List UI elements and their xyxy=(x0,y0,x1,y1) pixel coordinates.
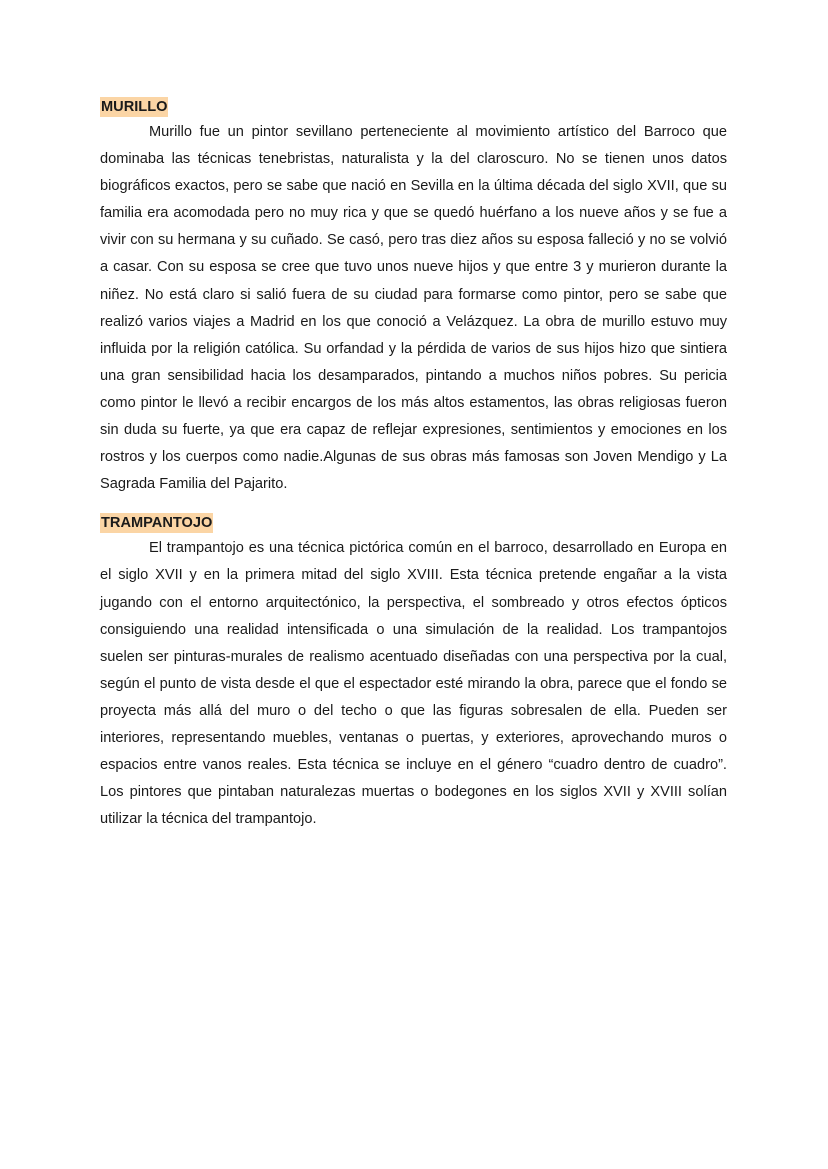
document-page xyxy=(100,97,727,833)
section-heading: TRAMPANTOJO xyxy=(101,515,213,532)
section-trampantojo xyxy=(100,513,727,833)
section-murillo xyxy=(100,97,727,498)
section-heading: MURILLO xyxy=(101,99,168,115)
section-paragraph: Murillo fue un pintor sevillano perteneciente al movimiento artístico del Barroco que dominaba las técnicas tenebristas, naturalista y la del claroscuro. No se tienen unos datos biográficos exactos, pero se sabe que nació en Sevilla en la última década del siglo XVII, que su familia era acomodada pero no muy rica y que se quedó huérfano a los nueve años y se fue a vivir con su hermana y su cuñado. Se casó, pero tras diez años su esposa falleció y no se volvió a casar. Con su esposa se cree que tuvo unos nueve hijos y que entre 3 y murieron durante la niñez. No está claro si salió fuera de su ciudad para formarse como pintor, pero se sabe que realizó varios viajes a Madrid en los que conoció a Velázquez. La obra de murillo estuvo muy influida por la religión católica. Su orfandad y la pérdida de varios de sus hijos hizo que sintiera una gran sensibilidad hacia los desamparados, pintando a muchos niños pobres. Su pericia como pintor le llevó a recibir encargos de los más altos estamentos, las obras religiosas fueron sin duda su fuerte, ya que era capaz de reflejar expresiones, sentimientos y emociones en los rostros y los cuerpos como nadie.Algunas de sus obras más famosas son Joven Mendigo y La Sagrada Familia del Pajarito. xyxy=(100,124,727,493)
section-paragraph: El trampantojo es una técnica pictórica común en el barroco, desarrollado en Europa en el siglo XVII y en la primera mitad del siglo XVIII. Esta técnica pretende engañar a la vista jugando con el entorno arquitectónico, la perspectiva, el sombreado y otros efectos ópticos consiguiendo una realidad intensificada o una simulación de la realidad. Los trampantojos suelen ser pinturas-murales de realismo acentuado diseñadas con una perspectiva por la cual, según el punto de vista desde el que el espectador esté mirando la obra, parece que el fondo se proyecta más allá del muro o del techo o que las figuras sobresalen de ella. Pueden ser interiores, representando muebles, ventanas o puertas, y exteriores, aprovechando muros o espacios entre vanos reales. Esta técnica se incluye en el género “cuadro dentro de cuadro”. Los pintores que pintaban naturalezas muertas o bodegones en los siglos XVII y XVIII solían utilizar la técnica del trampantojo. xyxy=(100,540,727,828)
